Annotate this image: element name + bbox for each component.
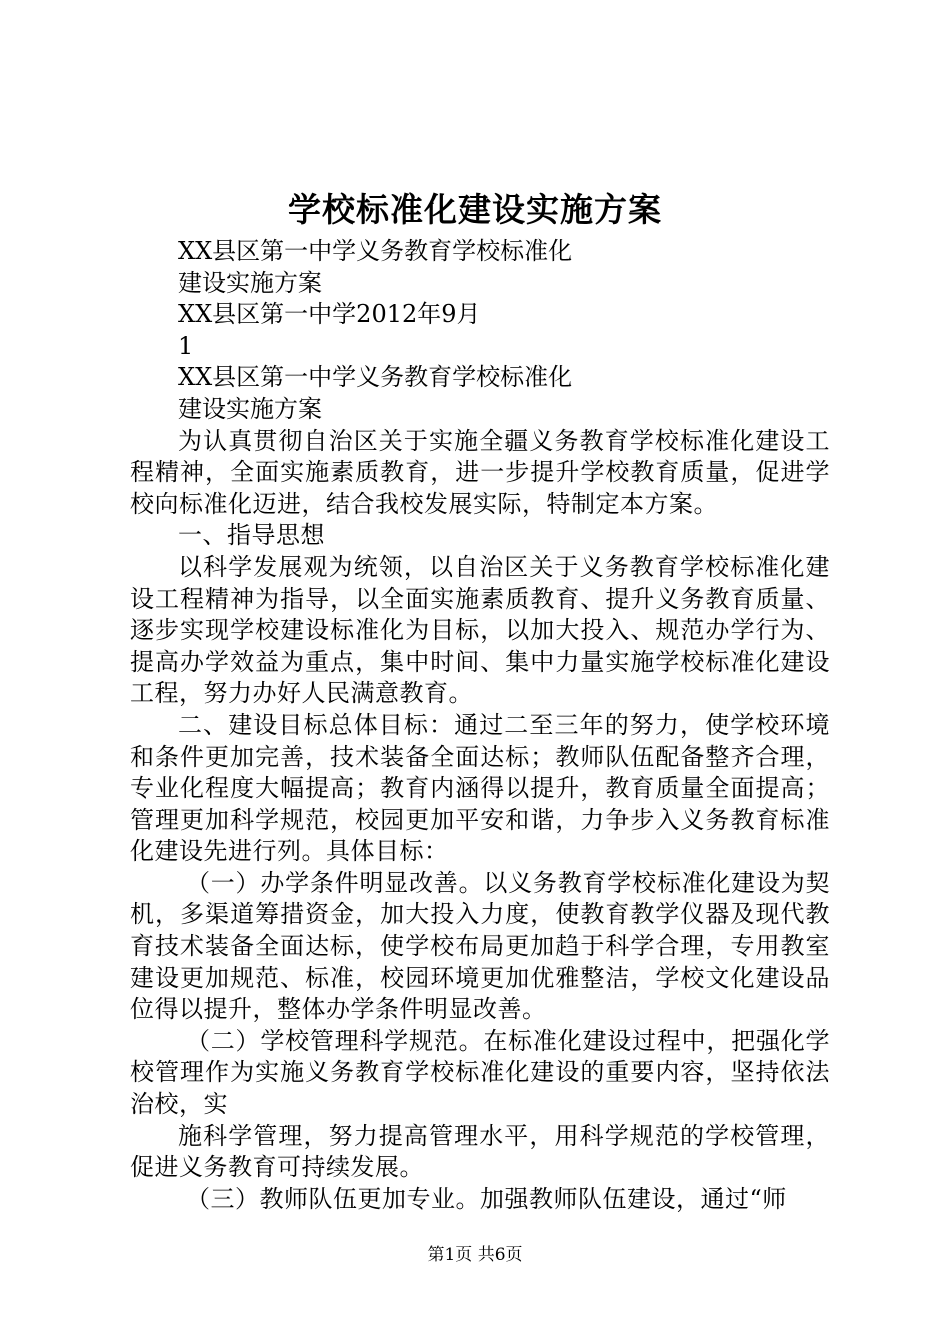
paragraph-goal-3: （三）教师队伍更加专业。加强教师队伍建设，通过“师 [186, 1184, 787, 1213]
page-number-line: 1 [178, 331, 194, 360]
document-title: 学校标准化建设实施方案 [288, 190, 662, 229]
header-line: XX县区第一中学义务教育学校标准化 [178, 363, 573, 392]
header-line: XX县区第一中学2012年9月 [178, 300, 481, 329]
paragraph-construction-goals: 二、建设目标总体目标：通过二至三年的努力，使学校环境和条件更加完善，技术装备全面达标；教师队伍配备整齐合理，专业化程度大幅提高；教育内涵得以提升，教育质量全面提高；管理更加科学规范，校园更加平安和谐，力争步入义务教育标准化建设先进行列。具体目标： [130, 710, 830, 866]
section-heading: 一、指导思想 [178, 521, 325, 550]
paragraph-guiding-ideology: 以科学发展观为统领，以自治区关于义务教育学校标准化建设工程精神为指导，以全面实施素质教育、提升义务教育质量、逐步实现学校建设标准化为目标，以加大投入、规范办学行为、提高办学效益为重点，集中时间、集中力量实施学校标准化建设工程，努力办好人民满意教育。 [130, 552, 830, 708]
page-footer: 第1页 共6页 [427, 1245, 523, 1265]
header-line: 建设实施方案 [178, 268, 322, 297]
header-line: XX县区第一中学义务教育学校标准化 [178, 237, 573, 265]
paragraph-goal-1: （一）办学条件明显改善。以义务教育学校标准化建设为契机，多渠道筹措资金，加大投入力度，使教育教学仪器及现代教育技术装备全面达标，使学校布局更加趋于科学合理，专用教室建设更加规范、标准，校园环境更加优雅整洁，学校文化建设品位得以提升，整体办学条件明显改善。 [130, 868, 830, 1024]
document-body [130, 236, 830, 1215]
paragraph-intro: 为认真贯彻自治区关于实施全疆义务教育学校标准化建设工程精神，全面实施素质教育，进一步提升学校教育质量，促进学校向标准化迈进，结合我校发展实际，特制定本方案。 [130, 426, 830, 518]
paragraph-goal-2-continued: 施科学管理，努力提高管理水平，用科学规范的学校管理，促进义务教育可持续发展。 [130, 1121, 830, 1182]
paragraph-goal-2: （二）学校管理科学规范。在标准化建设过程中，把强化学校管理作为实施义务教育学校标准化建设的重要内容，坚持依法治校，实 [130, 1026, 830, 1119]
header-line: 建设实施方案 [178, 394, 322, 423]
